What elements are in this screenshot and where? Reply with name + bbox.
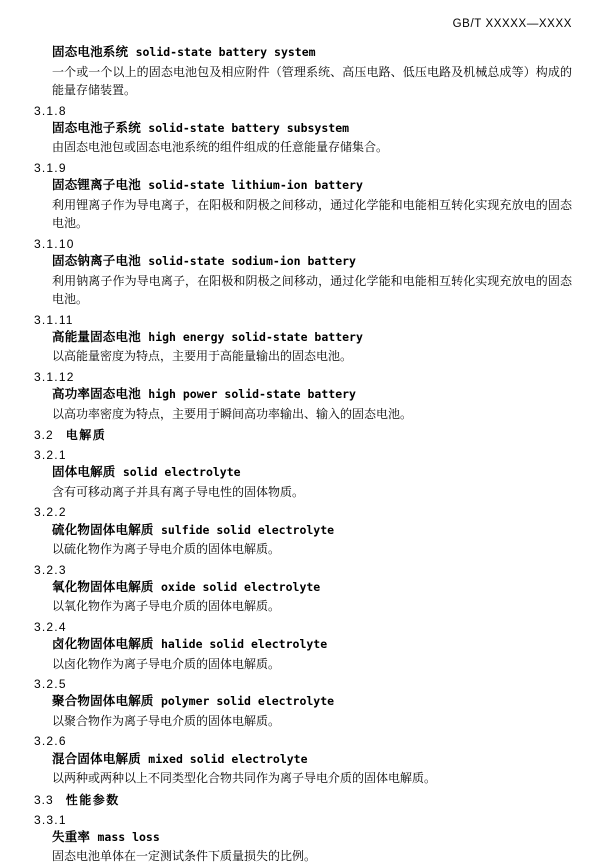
page-header [34, 18, 572, 30]
term-heading [52, 253, 572, 271]
section-title: 电解质 [65, 428, 107, 443]
term-chinese: 失重率 [52, 829, 91, 844]
term-english: high power solid-state battery [148, 387, 356, 402]
term-definition: 利用锂离子作为导电离子，在阳极和阴极之间移动，通过化学能和电能相互转化实现充放电的固态电池。 [52, 197, 572, 231]
term-definition: 以高功率密度为特点，主要用于瞬间高功率输出、输入的固态电池。 [52, 406, 413, 421]
term-definition: 固态电池单体在一定测试条件下质量损失的比例。 [52, 849, 317, 864]
term-chinese: 固态锂离子电池 [52, 178, 141, 193]
term-english: solid electrolyte [122, 465, 241, 480]
term-chinese: 高功率固态电池 [52, 387, 141, 402]
clause-number: 3.1.11 [34, 312, 74, 327]
term-heading [52, 751, 572, 769]
term-chinese: 卤化物固体电解质 [52, 637, 154, 652]
term-english: mixed solid electrolyte [148, 751, 308, 766]
section-title: 性能参数 [65, 792, 120, 807]
clause-number: 3.2.1 [34, 448, 67, 463]
term-chinese: 混合固体电解质 [52, 751, 141, 766]
term-chinese: 氧化物固体电解质 [52, 579, 154, 594]
clause-number: 3.1.9 [34, 160, 67, 175]
clause-number: 3.2.2 [34, 505, 67, 520]
term-definition: 含有可移动离子并具有离子导电性的固体物质。 [52, 484, 305, 499]
section-number: 3.2 [34, 428, 54, 443]
term-definition: 利用钠离子作为导电离子，在阳极和阴极之间移动，通过化学能和电能相互转化实现充放电的固态电池。 [52, 273, 572, 307]
clause-number: 3.2.6 [34, 734, 67, 749]
clause-number: 3.2.3 [34, 562, 67, 577]
term-heading [52, 693, 572, 711]
section-number: 3.3 [34, 792, 54, 807]
term-english: solid-state battery system [135, 45, 316, 59]
term-chinese: 固体电解质 [52, 465, 116, 480]
clause-number: 3.1.10 [34, 236, 75, 251]
term-heading [52, 120, 572, 138]
term-definition: 以两种或两种以上不同类型化合物共同作为离子导电介质的固体电解质。 [52, 771, 437, 786]
term-definition: 一个或一个以上的固态电池包及相应附件（管理系统、高压电路、低压电路及机械总成等）构成的能量存储装置。 [52, 64, 572, 98]
term-chinese: 固态电池子系统 [52, 120, 141, 135]
term-heading [52, 829, 572, 847]
term-heading [52, 636, 572, 654]
term-heading [52, 44, 572, 62]
section-heading [34, 792, 572, 809]
term-heading [52, 329, 572, 347]
term-heading [52, 464, 572, 482]
term-english: solid-state battery subsystem [148, 120, 350, 135]
term-english: polymer solid electrolyte [160, 694, 335, 709]
term-definition: 由固态电池包或固态电池系统的组件组成的任意能量存储集合。 [52, 140, 389, 155]
section-heading [34, 427, 572, 444]
term-heading [52, 579, 572, 597]
term-chinese: 高能量固态电池 [52, 329, 141, 344]
term-definition: 以卤化物作为离子导电介质的固体电解质。 [52, 656, 281, 671]
term-english: mass loss [97, 829, 160, 844]
term-chinese: 聚合物固体电解质 [52, 694, 154, 709]
term-english: oxide solid electrolyte [160, 579, 321, 594]
term-english: solid-state sodium-ion battery [148, 254, 356, 269]
term-chinese: 固态电池系统 [52, 45, 129, 59]
term-english: halide solid electrolyte [160, 637, 328, 652]
term-chinese: 硫化物固体电解质 [52, 522, 154, 537]
clause-number: 3.2.5 [34, 677, 67, 692]
term-definition: 以高能量密度为特点，主要用于高能量输出的固态电池。 [52, 349, 353, 364]
term-english: solid-state lithium-ion battery [148, 178, 363, 193]
term-heading [52, 386, 572, 404]
clause-number: 3.3.1 [34, 812, 67, 827]
clause-number: 3.2.4 [34, 619, 67, 634]
term-chinese: 固态钠离子电池 [52, 254, 141, 269]
term-english: high energy solid-state battery [148, 329, 363, 344]
clause-number: 3.1.8 [34, 103, 67, 118]
term-definition: 以硫化物作为离子导电介质的固体电解质。 [52, 542, 281, 557]
term-english: sulfide solid electrolyte [160, 522, 335, 537]
standard-code: GB/T XXXXX—XXXX [452, 18, 572, 30]
document-body [34, 44, 572, 866]
term-heading [52, 522, 572, 540]
term-definition: 以氧化物作为离子导电介质的固体电解质。 [52, 599, 281, 614]
term-definition: 以聚合物作为离子导电介质的固体电解质。 [52, 713, 281, 728]
term-heading [52, 177, 572, 195]
clause-number: 3.1.12 [34, 370, 75, 384]
